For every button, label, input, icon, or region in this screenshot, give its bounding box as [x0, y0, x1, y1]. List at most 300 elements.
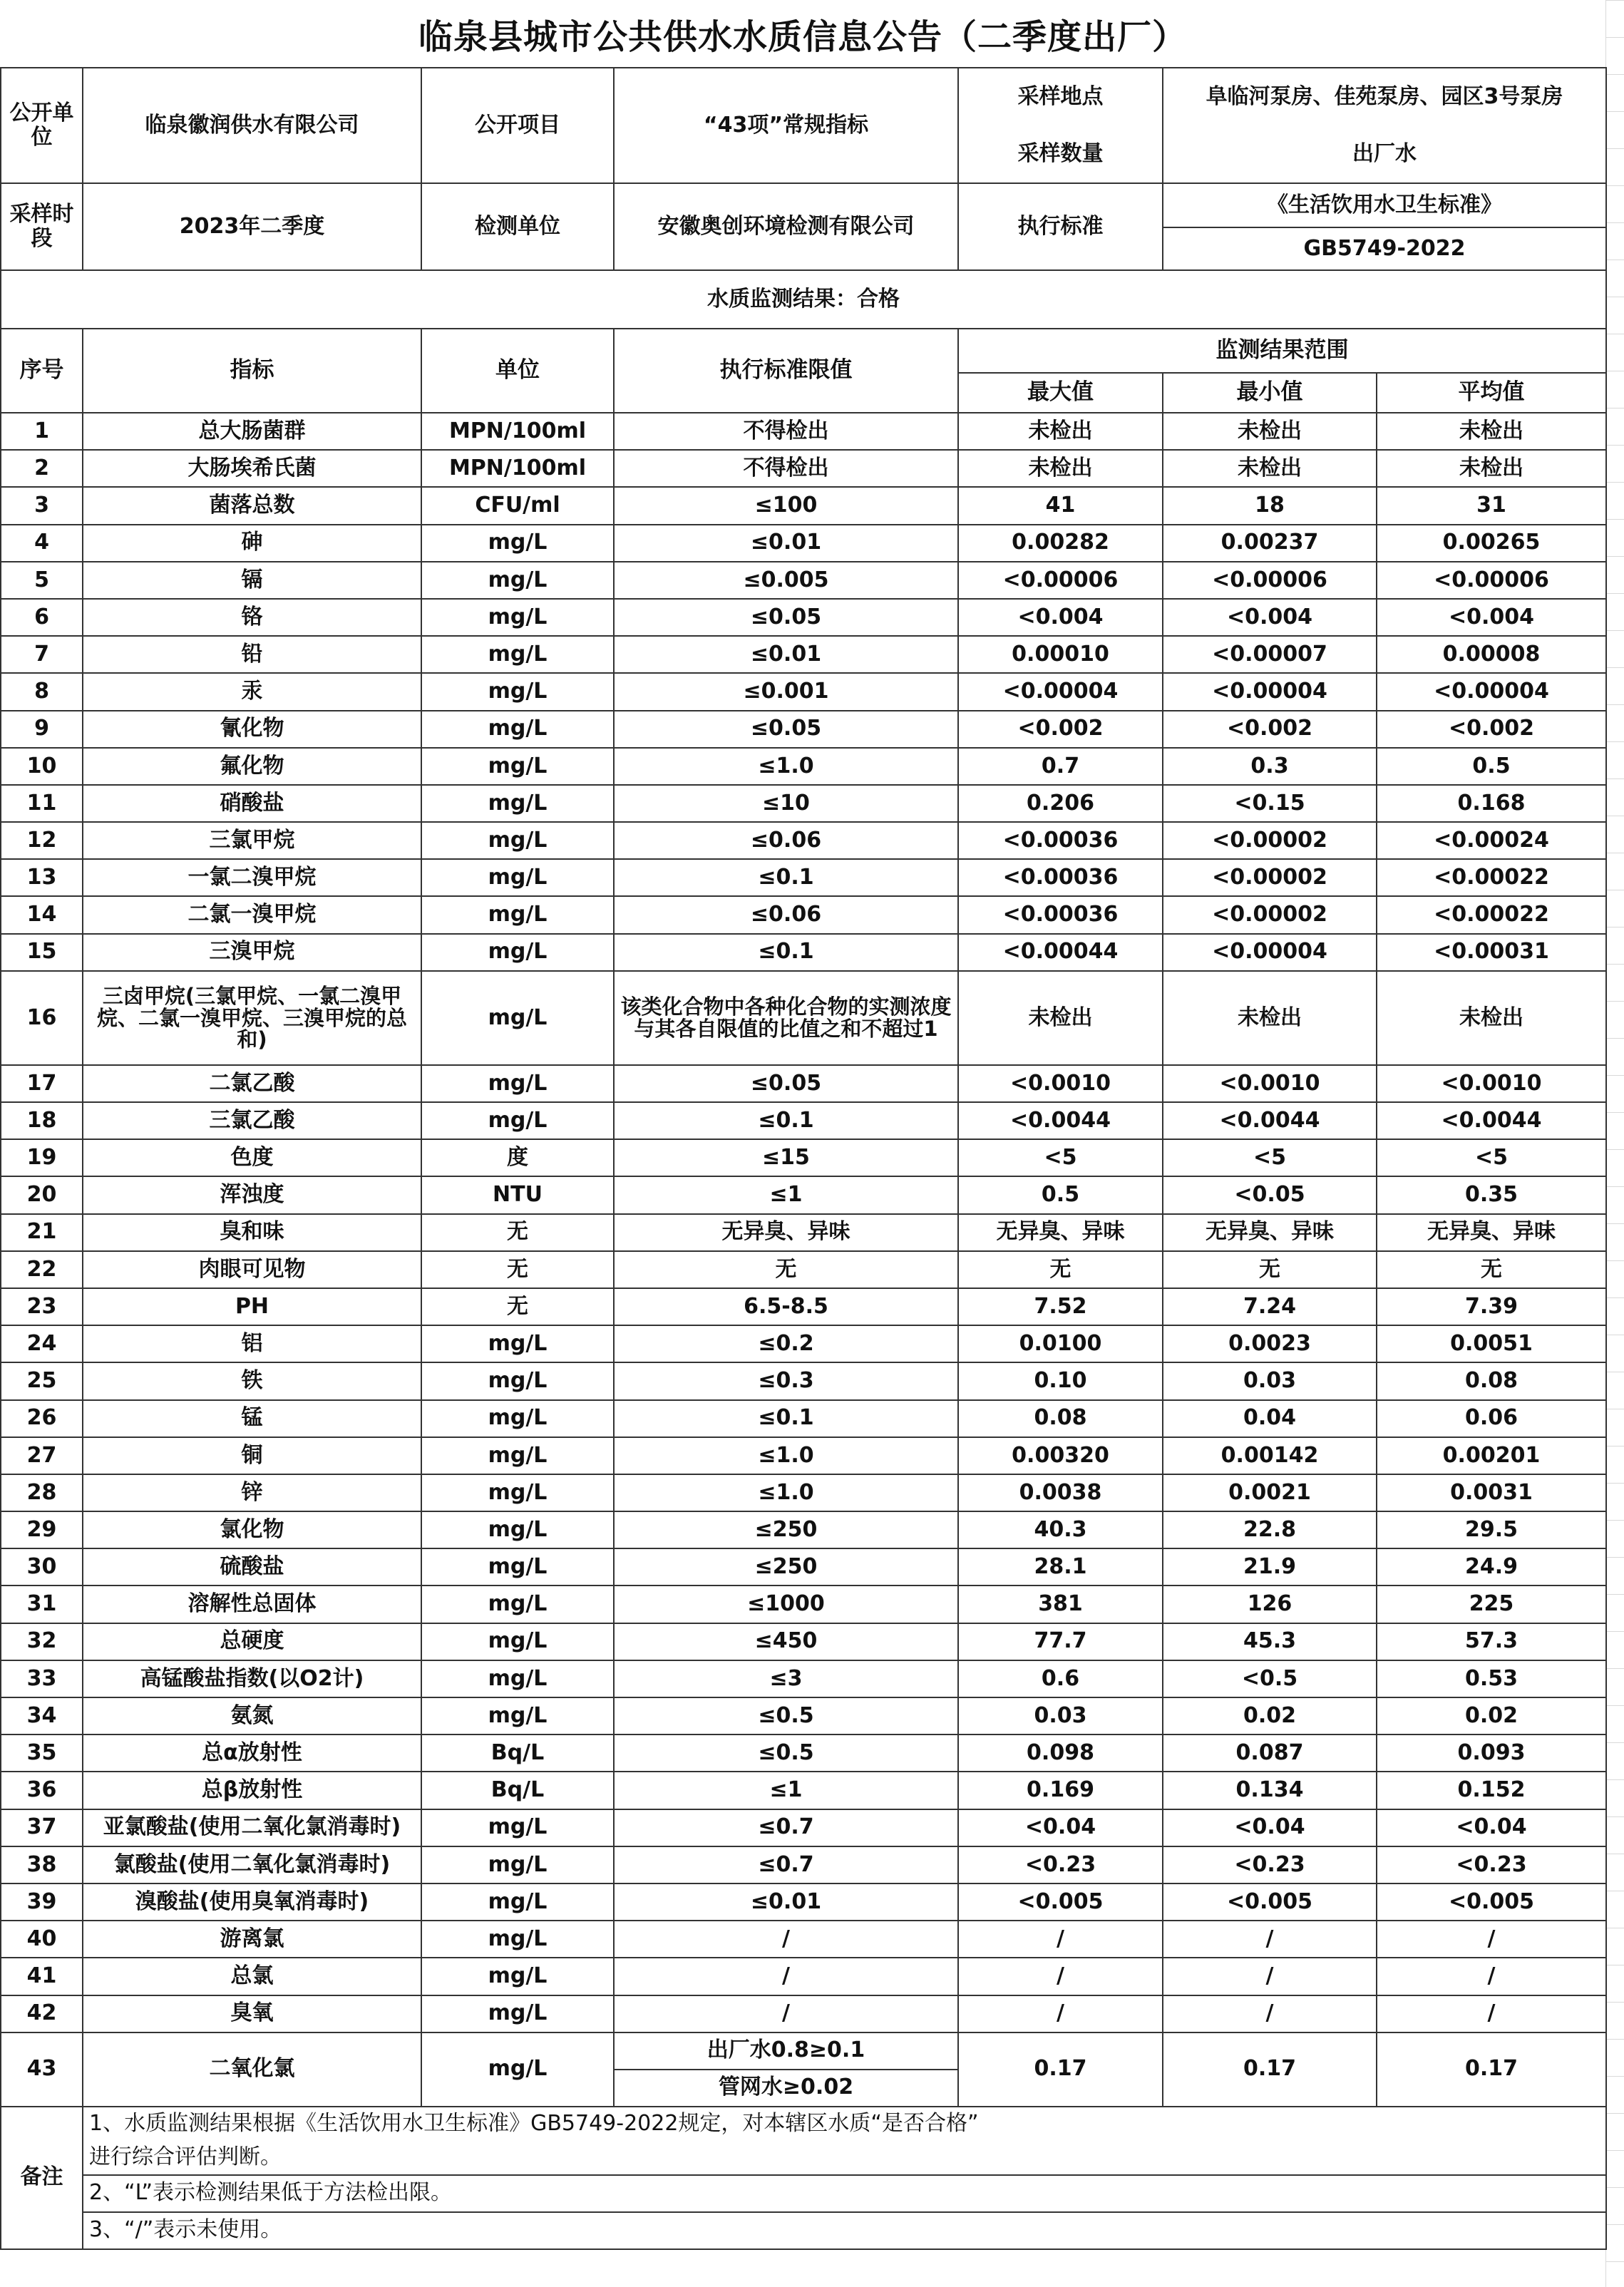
table-row: [1, 1214, 1606, 1251]
row-unit: mg/L: [421, 1474, 614, 1511]
row-min: <0.04: [1163, 1809, 1377, 1846]
table-row: [1, 1846, 1606, 1883]
row-min: 22.8: [1163, 1511, 1377, 1548]
period-value: 2023年二季度: [83, 183, 421, 270]
row-avg: 无: [1377, 1251, 1606, 1288]
publish-unit-value: 临泉徽润供水有限公司: [83, 68, 421, 183]
row-avg: 0.00201: [1377, 1437, 1606, 1474]
row-min: /: [1163, 1958, 1377, 1995]
row-avg: 0.5: [1377, 748, 1606, 785]
row-indicator: 菌落总数: [83, 487, 421, 524]
row-min: 0.00237: [1163, 525, 1377, 562]
row-min: 无异臭、异味: [1163, 1214, 1377, 1251]
table-row: [1, 748, 1606, 785]
row-avg: <0.002: [1377, 711, 1606, 748]
row-max: 28.1: [958, 1548, 1163, 1586]
table-row: [1, 711, 1606, 748]
row-avg: /: [1377, 1921, 1606, 1958]
row-limit: ≤250: [614, 1511, 958, 1548]
row-limit: ≤1.0: [614, 748, 958, 785]
row-avg: 未检出: [1377, 413, 1606, 450]
row-max: 无: [958, 1251, 1163, 1288]
row-unit: CFU/ml: [421, 487, 614, 524]
row-unit: mg/L: [421, 1102, 614, 1139]
row-avg: 0.35: [1377, 1176, 1606, 1213]
note-3: 3、“/”表示未使用。: [83, 2212, 1606, 2249]
row-unit: mg/L: [421, 748, 614, 785]
row-limit: ≤0.001: [614, 673, 958, 710]
table-row: [1, 1139, 1606, 1176]
row-indicator: 二氯一溴甲烷: [83, 896, 421, 933]
row-avg: 未检出: [1377, 450, 1606, 487]
row-avg: 0.168: [1377, 785, 1606, 822]
row-max: <0.002: [958, 711, 1163, 748]
row-min: <0.004: [1163, 599, 1377, 636]
header-no: 序号: [1, 329, 83, 413]
row-indicator: 三卤甲烷(三氯甲烷、一氯二溴甲烷、二氯一溴甲烷、三溴甲烷的总和): [83, 971, 421, 1065]
table-row: [1, 1511, 1606, 1548]
row-no: 19: [1, 1139, 83, 1176]
row-limit: 无异臭、异味: [614, 1214, 958, 1251]
row-no: 38: [1, 1846, 83, 1883]
header-limit: 执行标准限值: [614, 329, 958, 413]
row-min: 0.03: [1163, 1362, 1377, 1399]
row-min: /: [1163, 1995, 1377, 2032]
row-no: 39: [1, 1883, 83, 1921]
row-max: 未检出: [958, 450, 1163, 487]
table-row: [1, 487, 1606, 524]
row-indicator: 氯化物: [83, 1511, 421, 1548]
row-min: <0.00002: [1163, 859, 1377, 896]
row-max: <0.23: [958, 1846, 1163, 1883]
row-limit: 不得检出: [614, 413, 958, 450]
row-max: 0.6: [958, 1660, 1163, 1697]
row-indicator: 硝酸盐: [83, 785, 421, 822]
row-limit: ≤250: [614, 1548, 958, 1586]
standard-label: 执行标准: [958, 183, 1163, 270]
standard-name: 《生活饮用水卫生标准》: [1163, 183, 1606, 227]
row-max: 0.00010: [958, 636, 1163, 673]
table-row: [1, 599, 1606, 636]
table-row: [1, 562, 1606, 599]
row-no: 37: [1, 1809, 83, 1846]
table-row: [1, 450, 1606, 487]
row-indicator: 氯酸盐(使用二氧化氯消毒时): [83, 1846, 421, 1883]
table-row: [1, 1176, 1606, 1213]
row-unit: Bq/L: [421, 1734, 614, 1772]
row-avg: <0.004: [1377, 599, 1606, 636]
row-limit: ≤0.2: [614, 1325, 958, 1362]
row-max: 无异臭、异味: [958, 1214, 1163, 1251]
row43-unit: mg/L: [421, 2032, 614, 2107]
table-row: [1, 1921, 1606, 1958]
row-unit: mg/L: [421, 1548, 614, 1586]
water-quality-table: [0, 67, 1607, 2250]
row-no: 33: [1, 1660, 83, 1697]
row-indicator: 铁: [83, 1362, 421, 1399]
table-row: [1, 1995, 1606, 2032]
table-row: [1, 1362, 1606, 1399]
row-no: 16: [1, 971, 83, 1065]
row-min: 45.3: [1163, 1623, 1377, 1660]
row-indicator: 总β放射性: [83, 1772, 421, 1809]
row-no: 42: [1, 1995, 83, 2032]
row-indicator: 高锰酸盐指数(以O2计): [83, 1660, 421, 1697]
row-indicator: 溴酸盐(使用臭氧消毒时): [83, 1883, 421, 1921]
row-min: <0.00004: [1163, 673, 1377, 710]
row-avg: 0.00008: [1377, 636, 1606, 673]
row-max: <0.04: [958, 1809, 1163, 1846]
row-no: 2: [1, 450, 83, 487]
lab-label: 检测单位: [421, 183, 614, 270]
row-avg: 0.093: [1377, 1734, 1606, 1772]
row-max: 0.5: [958, 1176, 1163, 1213]
row-avg: 0.152: [1377, 1772, 1606, 1809]
row-limit: ≤0.01: [614, 636, 958, 673]
row-unit: mg/L: [421, 1362, 614, 1399]
row-no: 21: [1, 1214, 83, 1251]
row-max: 0.03: [958, 1697, 1163, 1734]
row-avg: 0.53: [1377, 1660, 1606, 1697]
row-indicator: 锰: [83, 1400, 421, 1437]
row-limit: ≤0.5: [614, 1734, 958, 1772]
row-min: 未检出: [1163, 413, 1377, 450]
table-row: [1, 1437, 1606, 1474]
row-indicator: 臭和味: [83, 1214, 421, 1251]
row-unit: mg/L: [421, 562, 614, 599]
note-1a: 1、水质监测结果根据《生活饮用水卫生标准》GB5749-2022规定，对本辖区水质“是否合格”: [83, 2107, 1606, 2141]
row-indicator: 三溴甲烷: [83, 934, 421, 971]
table-row: [1, 785, 1606, 822]
publish-unit-label: 公开单位: [1, 68, 83, 183]
row-no: 24: [1, 1325, 83, 1362]
row-unit: 无: [421, 1251, 614, 1288]
row-unit: mg/L: [421, 1921, 614, 1958]
row-no: 30: [1, 1548, 83, 1586]
row-unit: mg/L: [421, 1400, 614, 1437]
row-max: 40.3: [958, 1511, 1163, 1548]
row-limit: /: [614, 1958, 958, 1995]
row-indicator: 肉眼可见物: [83, 1251, 421, 1288]
row-no: 3: [1, 487, 83, 524]
row-min: 0.0023: [1163, 1325, 1377, 1362]
row-indicator: 亚氯酸盐(使用二氧化氯消毒时): [83, 1809, 421, 1846]
row-unit: mg/L: [421, 1995, 614, 2032]
row-unit: MPN/100ml: [421, 413, 614, 450]
row-min: <0.002: [1163, 711, 1377, 748]
row-avg: <0.04: [1377, 1809, 1606, 1846]
row43-min: 0.17: [1163, 2032, 1377, 2107]
data-rows: [1, 413, 1606, 2032]
row-no: 36: [1, 1772, 83, 1809]
row-limit: ≤0.7: [614, 1809, 958, 1846]
row-min: 0.00142: [1163, 1437, 1377, 1474]
table-row: [1, 636, 1606, 673]
row-indicator: 色度: [83, 1139, 421, 1176]
sample-site-count-value: 阜临河泵房、佳苑泵房、园区3号泵房 出厂水: [1163, 68, 1606, 183]
row-no: 15: [1, 934, 83, 971]
row-limit: 6.5-8.5: [614, 1288, 958, 1325]
row-avg: <0.00031: [1377, 934, 1606, 971]
row-unit: NTU: [421, 1176, 614, 1213]
row-min: 126: [1163, 1586, 1377, 1623]
row-avg: <5: [1377, 1139, 1606, 1176]
table-row: [1, 1102, 1606, 1139]
row-max: <0.00044: [958, 934, 1163, 971]
row-unit: mg/L: [421, 1846, 614, 1883]
row-unit: 度: [421, 1139, 614, 1176]
row-limit: ≤0.01: [614, 525, 958, 562]
row-indicator: 硫酸盐: [83, 1548, 421, 1586]
row-limit: ≤0.05: [614, 1065, 958, 1102]
row-indicator: 汞: [83, 673, 421, 710]
row-max: /: [958, 1995, 1163, 2032]
row-no: 34: [1, 1697, 83, 1734]
row-indicator: 铬: [83, 599, 421, 636]
table-row: [1, 1548, 1606, 1586]
spreadsheet-gridlines: [1605, 0, 1624, 2287]
row-indicator: 总α放射性: [83, 1734, 421, 1772]
row-max: 0.00320: [958, 1437, 1163, 1474]
row-avg: 31: [1377, 487, 1606, 524]
row43-limit-2: 管网水≥0.02: [614, 2070, 958, 2107]
row-avg: 0.0031: [1377, 1474, 1606, 1511]
row-no: 29: [1, 1511, 83, 1548]
row-unit: MPN/100ml: [421, 450, 614, 487]
row-unit: mg/L: [421, 1511, 614, 1548]
row-unit: 无: [421, 1288, 614, 1325]
row-max: <0.00036: [958, 822, 1163, 859]
row-max: 0.0038: [958, 1474, 1163, 1511]
publish-item-value: “43项”常规指标: [614, 68, 958, 183]
row-limit: ≤0.1: [614, 1400, 958, 1437]
row-max: 381: [958, 1586, 1163, 1623]
row-max: 7.52: [958, 1288, 1163, 1325]
header-max: 最大值: [958, 373, 1163, 413]
row-avg: <0.23: [1377, 1846, 1606, 1883]
row-avg: <0.00006: [1377, 562, 1606, 599]
row-unit: mg/L: [421, 711, 614, 748]
row-min: <0.00006: [1163, 562, 1377, 599]
row-indicator: 总大肠菌群: [83, 413, 421, 450]
row-indicator: 氰化物: [83, 711, 421, 748]
row-avg: 29.5: [1377, 1511, 1606, 1548]
row-max: <0.0010: [958, 1065, 1163, 1102]
row-max: 0.169: [958, 1772, 1163, 1809]
row-max: <0.005: [958, 1883, 1163, 1921]
row-unit: mg/L: [421, 1586, 614, 1623]
table-row: [1, 525, 1606, 562]
row-unit: mg/L: [421, 896, 614, 933]
row-indicator: 铅: [83, 636, 421, 673]
row-avg: 0.02: [1377, 1697, 1606, 1734]
row-unit: mg/L: [421, 1623, 614, 1660]
row-max: /: [958, 1958, 1163, 1995]
row-unit: mg/L: [421, 1958, 614, 1995]
row-unit: mg/L: [421, 1660, 614, 1697]
table-row: [1, 822, 1606, 859]
row-limit: ≤1000: [614, 1586, 958, 1623]
standard-code: GB5749-2022: [1163, 227, 1606, 270]
row43-limit-1: 出厂水0.8≥0.1: [614, 2032, 958, 2070]
row-no: 17: [1, 1065, 83, 1102]
row-min: <0.00002: [1163, 896, 1377, 933]
row-limit: ≤0.005: [614, 562, 958, 599]
row-no: 7: [1, 636, 83, 673]
row-avg: 0.08: [1377, 1362, 1606, 1399]
row-avg: <0.00022: [1377, 859, 1606, 896]
row-limit: ≤1.0: [614, 1437, 958, 1474]
table-row: [1, 971, 1606, 1065]
row-limit: ≤0.7: [614, 1846, 958, 1883]
row-min: 0.02: [1163, 1697, 1377, 1734]
notes-label: 备注: [1, 2107, 83, 2249]
row-unit: mg/L: [421, 971, 614, 1065]
row-avg: 24.9: [1377, 1548, 1606, 1586]
row-min: 0.04: [1163, 1400, 1377, 1437]
row-avg: <0.00022: [1377, 896, 1606, 933]
table-row: [1, 673, 1606, 710]
row-unit: mg/L: [421, 1325, 614, 1362]
table-row: [1, 1772, 1606, 1809]
row-limit: ≤0.05: [614, 599, 958, 636]
row-avg: 无异臭、异味: [1377, 1214, 1606, 1251]
row-limit: ≤0.1: [614, 1102, 958, 1139]
row-limit: ≤3: [614, 1660, 958, 1697]
row-no: 18: [1, 1102, 83, 1139]
row-no: 14: [1, 896, 83, 933]
row43-no: 43: [1, 2032, 83, 2107]
table-row: [1, 934, 1606, 971]
row-no: 23: [1, 1288, 83, 1325]
row-limit: ≤15: [614, 1139, 958, 1176]
row-indicator: 大肠埃希氏菌: [83, 450, 421, 487]
row-limit: ≤100: [614, 487, 958, 524]
row-unit: mg/L: [421, 1065, 614, 1102]
row-no: 9: [1, 711, 83, 748]
row-no: 22: [1, 1251, 83, 1288]
row-unit: mg/L: [421, 525, 614, 562]
row-indicator: 总氯: [83, 1958, 421, 1995]
row-avg: <0.00024: [1377, 822, 1606, 859]
row-indicator: 三氯甲烷: [83, 822, 421, 859]
table-row: [1, 1623, 1606, 1660]
row-indicator: 浑浊度: [83, 1176, 421, 1213]
row-max: 0.00282: [958, 525, 1163, 562]
table-row: [1, 1400, 1606, 1437]
row-limit: ≤450: [614, 1623, 958, 1660]
row-max: <0.00036: [958, 859, 1163, 896]
row-max: <5: [958, 1139, 1163, 1176]
row-avg: 0.0051: [1377, 1325, 1606, 1362]
row-max: 0.7: [958, 748, 1163, 785]
row-limit: ≤1.0: [614, 1474, 958, 1511]
row-min: 0.134: [1163, 1772, 1377, 1809]
publish-item-label: 公开项目: [421, 68, 614, 183]
row-min: /: [1163, 1921, 1377, 1958]
row-max: 41: [958, 487, 1163, 524]
row-limit: 无: [614, 1251, 958, 1288]
row-max: 0.08: [958, 1400, 1163, 1437]
row-indicator: 镉: [83, 562, 421, 599]
row-max: 未检出: [958, 971, 1163, 1065]
row-unit: mg/L: [421, 934, 614, 971]
row-min: 无: [1163, 1251, 1377, 1288]
row-limit: ≤0.06: [614, 822, 958, 859]
row-unit: Bq/L: [421, 1772, 614, 1809]
row-min: 0.3: [1163, 748, 1377, 785]
row-min: <0.05: [1163, 1176, 1377, 1213]
row-no: 27: [1, 1437, 83, 1474]
row-avg: <0.0010: [1377, 1065, 1606, 1102]
table-row: [1, 1251, 1606, 1288]
row-unit: mg/L: [421, 859, 614, 896]
row-limit: ≤0.1: [614, 934, 958, 971]
row-limit: ≤0.5: [614, 1697, 958, 1734]
row-avg: /: [1377, 1958, 1606, 1995]
row-min: <0.00002: [1163, 822, 1377, 859]
row-min: 7.24: [1163, 1288, 1377, 1325]
row-min: <0.23: [1163, 1846, 1377, 1883]
page-title: 临泉县城市公共供水水质信息公告（二季度出厂）: [418, 16, 1187, 57]
row-indicator: PH: [83, 1288, 421, 1325]
row-indicator: 游离氯: [83, 1921, 421, 1958]
row-no: 28: [1, 1474, 83, 1511]
row-max: <0.004: [958, 599, 1163, 636]
row-limit: ≤0.3: [614, 1362, 958, 1399]
row-limit: ≤10: [614, 785, 958, 822]
row-max: 0.098: [958, 1734, 1163, 1772]
row-limit: 不得检出: [614, 450, 958, 487]
row-min: 0.0021: [1163, 1474, 1377, 1511]
row-min: 21.9: [1163, 1548, 1377, 1586]
row-min: 未检出: [1163, 971, 1377, 1065]
table-row: [1, 859, 1606, 896]
row-avg: <0.0044: [1377, 1102, 1606, 1139]
table-row: [1, 1734, 1606, 1772]
result-summary: 水质监测结果：合格: [1, 270, 1606, 329]
row-limit: ≤1: [614, 1772, 958, 1809]
row-avg: <0.00004: [1377, 673, 1606, 710]
table-row: [1, 1883, 1606, 1921]
row-limit: /: [614, 1921, 958, 1958]
row-no: 41: [1, 1958, 83, 1995]
row-max: 未检出: [958, 413, 1163, 450]
row-limit: ≤0.06: [614, 896, 958, 933]
header-indicator: 指标: [83, 329, 421, 413]
row-no: 1: [1, 413, 83, 450]
row-max: <0.00036: [958, 896, 1163, 933]
row-no: 12: [1, 822, 83, 859]
row-max: 0.0100: [958, 1325, 1163, 1362]
row-unit: mg/L: [421, 1437, 614, 1474]
row-indicator: 溶解性总固体: [83, 1586, 421, 1623]
row-no: 32: [1, 1623, 83, 1660]
row-unit: mg/L: [421, 1883, 614, 1921]
row-min: 0.087: [1163, 1734, 1377, 1772]
row-indicator: 臭氧: [83, 1995, 421, 2032]
row-unit: mg/L: [421, 1697, 614, 1734]
row-min: <0.5: [1163, 1660, 1377, 1697]
row-limit: ≤0.1: [614, 859, 958, 896]
row-no: 10: [1, 748, 83, 785]
row-unit: 无: [421, 1214, 614, 1251]
table-row: [1, 1697, 1606, 1734]
table-row: [1, 1325, 1606, 1362]
row-limit: 该类化合物中各种化合物的实测浓度与其各自限值的比值之和不超过1: [614, 971, 958, 1065]
row-avg: 未检出: [1377, 971, 1606, 1065]
row-no: 4: [1, 525, 83, 562]
